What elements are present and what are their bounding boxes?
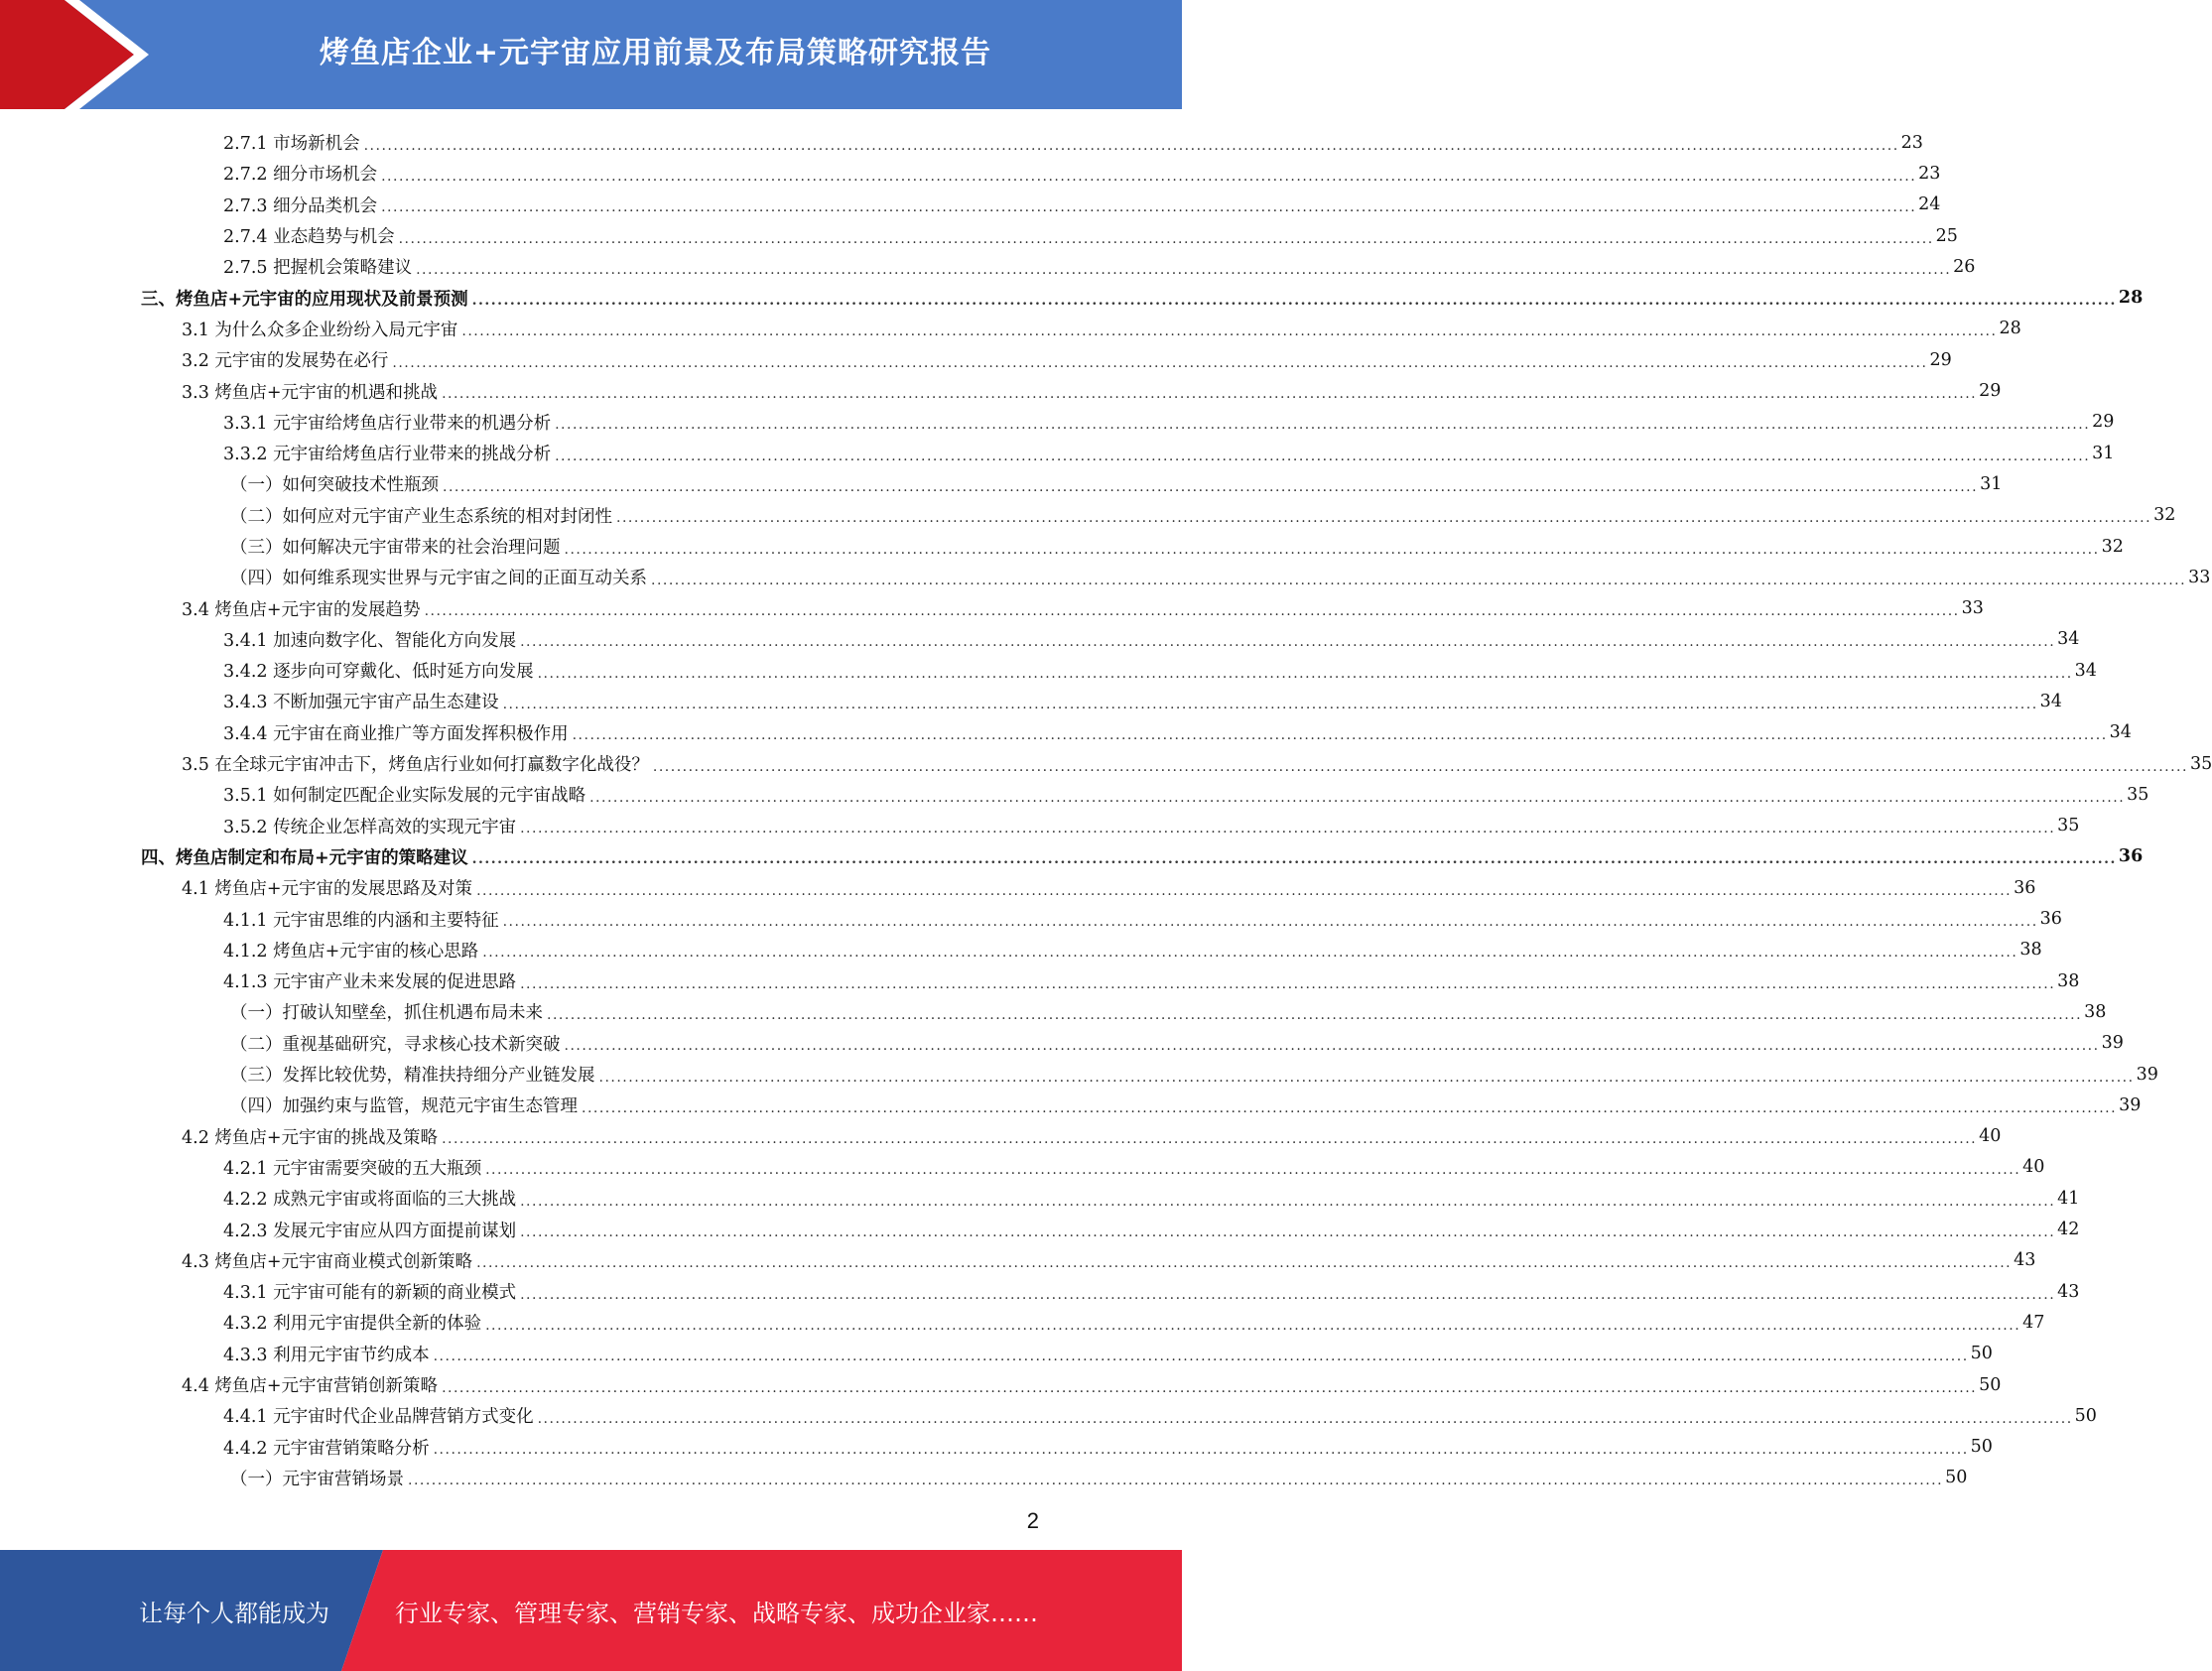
- toc-entry-label: 三、烤鱼店+元宇宙的应用现状及前景预测: [141, 286, 472, 311]
- toc-leader-dots: ....................................................................................................................................................................................................................................................................: [398, 230, 1934, 247]
- toc-leader-dots: ....................................................................................................................................................................................................................................................................: [381, 168, 1917, 185]
- toc-entry-page: 38: [2057, 970, 2080, 991]
- toc-entry[interactable]: [0, 220, 1958, 251]
- toc-entry-label: 3.3 烤鱼店+元宇宙的机遇和挑战: [182, 379, 442, 404]
- toc-entry[interactable]: [0, 562, 2211, 592]
- toc-entry[interactable]: [0, 1463, 1968, 1493]
- toc-leader-dots: ....................................................................................................................................................................................................................................................................: [476, 882, 2013, 899]
- toc-entry[interactable]: [0, 407, 2115, 438]
- toc-entry-label: （二）重视基础研究，寻求核心技术新突破: [230, 1031, 565, 1056]
- toc-entry[interactable]: [0, 1339, 1993, 1369]
- toc-entry-label: 4.2.3 发展元宇宙应从四方面提前谋划: [223, 1218, 520, 1242]
- toc-entry-page: 39: [2136, 1064, 2158, 1085]
- toc-entry-page: 34: [2074, 660, 2097, 681]
- page-header: [0, 0, 1182, 109]
- toc-entry-page: 34: [2057, 629, 2080, 650]
- toc-entry[interactable]: [0, 1400, 2097, 1431]
- toc-entry-page: 36: [2118, 846, 2144, 867]
- toc-entry[interactable]: [0, 1028, 2124, 1059]
- toc-entry-label: 3.4.4 元宇宙在商业推广等方面发挥积极作用: [223, 720, 573, 745]
- toc-entry-label: 4.1.3 元宇宙产业未来发展的促进思路: [223, 968, 520, 993]
- toc-entry-page: 23: [1900, 132, 1923, 153]
- toc-entry-label: 2.7.1 市场新机会: [223, 130, 364, 155]
- toc-leader-dots: ....................................................................................................................................................................................................................................................................: [416, 261, 1952, 278]
- toc-entry-page: 31: [1980, 473, 2003, 494]
- toc-entry[interactable]: [0, 872, 2036, 903]
- toc-leader-dots: ....................................................................................................................................................................................................................................................................: [598, 1069, 2135, 1086]
- toc-entry-page: 43: [2057, 1281, 2080, 1302]
- toc-leader-dots: ....................................................................................................................................................................................................................................................................: [424, 603, 1960, 620]
- page-footer: [0, 1550, 1182, 1671]
- toc-leader-dots: ....................................................................................................................................................................................................................................................................: [520, 821, 2056, 837]
- toc-entry-page: 43: [2014, 1250, 2036, 1271]
- toc-leader-dots: ....................................................................................................................................................................................................................................................................: [408, 1473, 1944, 1489]
- toc-entry[interactable]: [0, 996, 2107, 1027]
- toc-leader-dots: ....................................................................................................................................................................................................................................................................: [461, 323, 1998, 340]
- toc-entry-label: 2.7.4 业态趋势与机会: [223, 223, 399, 248]
- toc-entry-page: 38: [2019, 940, 2042, 961]
- toc-leader-dots: ....................................................................................................................................................................................................................................................................: [381, 199, 1917, 216]
- toc-leader-dots: ....................................................................................................................................................................................................................................................................: [520, 634, 2056, 651]
- table-of-contents: [0, 127, 2212, 1493]
- toc-entry[interactable]: [0, 438, 2115, 468]
- toc-entry-label: 2.7.5 把握机会策略建议: [223, 254, 416, 279]
- toc-entry[interactable]: [0, 903, 2062, 934]
- toc-entry-page: 36: [2014, 877, 2036, 898]
- toc-entry-page: 34: [2039, 691, 2062, 711]
- toc-entry[interactable]: [0, 1090, 2142, 1120]
- toc-entry[interactable]: [0, 158, 1941, 189]
- toc-entry[interactable]: [0, 1121, 2002, 1152]
- toc-entry-page: 50: [1979, 1374, 2002, 1395]
- toc-entry-page: 35: [2189, 753, 2212, 774]
- toc-entry-label: 4.3.2 利用元宇宙提供全新的体验: [223, 1310, 485, 1335]
- toc-entry-page: 29: [2092, 412, 2115, 433]
- toc-entry[interactable]: [0, 282, 2144, 313]
- footer-slogan-left: 让每个人都能成为: [139, 1599, 329, 1627]
- toc-entry[interactable]: [0, 1059, 2158, 1090]
- toc-entry-label: （四）如何维系现实世界与元宇宙之间的正面互动关系: [230, 565, 651, 589]
- toc-entry[interactable]: [0, 624, 2080, 655]
- toc-entry-label: 4.1.2 烤鱼店+元宇宙的核心思路: [223, 938, 482, 963]
- toc-entry-label: 4.1.1 元宇宙思维的内涵和主要特征: [223, 907, 503, 932]
- toc-entry-page: 24: [1918, 194, 1941, 215]
- toc-entry-label: 3.5.2 传统企业怎样高效的实现元宇宙: [223, 814, 520, 838]
- toc-entry[interactable]: [0, 655, 2097, 686]
- toc-entry[interactable]: [0, 531, 2124, 562]
- footer-slogan-right: 行业专家、管理专家、营销专家、战略专家、成功企业家……: [395, 1599, 1038, 1627]
- toc-entry-label: 3.4 烤鱼店+元宇宙的发展趋势: [182, 596, 425, 621]
- toc-entry-label: 3.5 在全球元宇宙冲击下，烤鱼店行业如何打赢数字化战役？: [182, 751, 653, 776]
- toc-leader-dots: ....................................................................................................................................................................................................................................................................: [442, 386, 1978, 403]
- toc-entry[interactable]: [0, 1214, 2080, 1244]
- toc-leader-dots: ....................................................................................................................................................................................................................................................................: [520, 1286, 2056, 1303]
- toc-entry-page: 28: [2118, 288, 2144, 309]
- toc-entry-label: 2.7.3 细分品类机会: [223, 193, 381, 217]
- toc-entry-label: 4.4.1 元宇宙时代企业品牌营销方式变化: [223, 1403, 538, 1428]
- toc-leader-dots: ....................................................................................................................................................................................................................................................................: [616, 510, 2152, 527]
- toc-entry-page: 23: [1918, 163, 1941, 184]
- toc-entry-page: 41: [2057, 1188, 2080, 1209]
- toc-entry-label: 4.4 烤鱼店+元宇宙营销创新策略: [182, 1372, 442, 1397]
- toc-entry-page: 31: [2092, 443, 2115, 463]
- toc-leader-dots: ....................................................................................................................................................................................................................................................................: [520, 975, 2056, 992]
- toc-leader-dots: ....................................................................................................................................................................................................................................................................: [363, 137, 1899, 154]
- toc-entry[interactable]: [0, 779, 2149, 810]
- toc-leader-dots: ....................................................................................................................................................................................................................................................................: [589, 789, 2126, 806]
- toc-leader-dots: ....................................................................................................................................................................................................................................................................: [564, 1038, 2100, 1055]
- toc-entry-label: 3.2 元宇宙的发展势在必行: [182, 347, 392, 372]
- toc-entry[interactable]: [0, 935, 2042, 965]
- toc-entry[interactable]: [0, 1276, 2080, 1307]
- toc-entry-label: 4.3.1 元宇宙可能有的新颖的商业模式: [223, 1279, 520, 1304]
- toc-entry-label: （一）打破认知壁垒，抓住机遇布局未来: [230, 999, 547, 1024]
- toc-leader-dots: ....................................................................................................................................................................................................................................................................: [482, 945, 2018, 962]
- toc-entry[interactable]: [0, 686, 2062, 716]
- toc-entry-page: 25: [1935, 225, 1958, 246]
- toc-entry[interactable]: [0, 344, 1952, 375]
- toc-leader-dots: ....................................................................................................................................................................................................................................................................: [502, 914, 2038, 931]
- toc-entry[interactable]: [0, 1152, 2045, 1183]
- toc-entry-page: 26: [1953, 256, 1976, 277]
- toc-entry[interactable]: [0, 1307, 2045, 1338]
- toc-entry-label: （一）如何突破技术性瓶颈: [230, 471, 443, 496]
- toc-entry-label: （四）加强约束与监管，规范元宇宙生态管理: [230, 1093, 582, 1117]
- toc-entry-label: 2.7.2 细分市场机会: [223, 161, 381, 186]
- toc-entry-page: 40: [1979, 1126, 2002, 1147]
- toc-entry-page: 32: [2153, 505, 2176, 526]
- toc-leader-dots: ....................................................................................................................................................................................................................................................................: [485, 1317, 2021, 1334]
- toc-entry-label: 4.2.1 元宇宙需要突破的五大瓶颈: [223, 1155, 485, 1180]
- page-number: 2: [1026, 1508, 1039, 1533]
- toc-entry[interactable]: [0, 717, 2132, 748]
- toc-leader-dots: ....................................................................................................................................................................................................................................................................: [485, 1162, 2021, 1179]
- toc-leader-dots: ....................................................................................................................................................................................................................................................................: [476, 1255, 2013, 1272]
- toc-leader-dots: ....................................................................................................................................................................................................................................................................: [471, 851, 2117, 868]
- toc-entry-page: 50: [1945, 1468, 1968, 1488]
- toc-entry-label: 4.3.3 利用元宇宙节约成本: [223, 1342, 434, 1366]
- toc-entry-page: 42: [2057, 1220, 2080, 1240]
- toc-entry-label: 3.4.1 加速向数字化、智能化方向发展: [223, 627, 520, 652]
- toc-entry[interactable]: [0, 1431, 1993, 1462]
- toc-entry-label: 3.3.1 元宇宙给烤鱼店行业带来的机遇分析: [223, 410, 555, 435]
- toc-entry-page: 39: [2119, 1094, 2142, 1115]
- toc-leader-dots: ....................................................................................................................................................................................................................................................................: [433, 1442, 1969, 1459]
- toc-entry-label: 3.1 为什么众多企业纷纷入局元宇宙: [182, 317, 461, 341]
- toc-leader-dots: ....................................................................................................................................................................................................................................................................: [651, 572, 2187, 588]
- toc-entry-label: （二）如何应对元宇宙产业生态系统的相对封闭性: [230, 503, 616, 528]
- toc-entry-page: 47: [2022, 1312, 2045, 1333]
- toc-leader-dots: ....................................................................................................................................................................................................................................................................: [520, 1193, 2056, 1210]
- toc-entry[interactable]: [0, 1183, 2080, 1214]
- toc-leader-dots: ....................................................................................................................................................................................................................................................................: [555, 448, 2091, 464]
- toc-leader-dots: ....................................................................................................................................................................................................................................................................: [652, 758, 2188, 775]
- toc-entry[interactable]: [0, 500, 2176, 531]
- toc-entry-page: 50: [2074, 1405, 2097, 1426]
- toc-entry-label: 4.2 烤鱼店+元宇宙的挑战及策略: [182, 1124, 442, 1149]
- toc-entry[interactable]: [0, 127, 1923, 158]
- toc-entry-page: 29: [1929, 349, 1952, 370]
- toc-entry-page: 29: [1979, 381, 2002, 402]
- toc-leader-dots: ....................................................................................................................................................................................................................................................................: [442, 1379, 1978, 1396]
- toc-leader-dots: ....................................................................................................................................................................................................................................................................: [471, 293, 2117, 310]
- toc-entry-page: 32: [2101, 536, 2124, 557]
- toc-entry[interactable]: [0, 592, 1984, 623]
- toc-entry[interactable]: [0, 251, 1976, 282]
- toc-leader-dots: ....................................................................................................................................................................................................................................................................: [555, 417, 2091, 434]
- toc-entry-page: 40: [2022, 1157, 2045, 1178]
- toc-entry-page: 35: [2057, 816, 2080, 836]
- toc-entry-label: 4.2.2 成熟元宇宙或将面临的三大挑战: [223, 1186, 520, 1211]
- toc-leader-dots: ....................................................................................................................................................................................................................................................................: [564, 541, 2100, 558]
- toc-entry-page: 33: [2188, 567, 2211, 587]
- toc-entry-label: 3.5.1 如何制定匹配企业实际发展的元宇宙战略: [223, 782, 589, 807]
- toc-entry-label: 4.4.2 元宇宙营销策略分析: [223, 1435, 434, 1460]
- toc-leader-dots: ....................................................................................................................................................................................................................................................................: [442, 1131, 1978, 1148]
- toc-entry[interactable]: [0, 1245, 2036, 1276]
- toc-entry-page: 50: [1970, 1437, 1993, 1458]
- toc-entry-label: 4.1 烤鱼店+元宇宙的发展思路及对策: [182, 875, 476, 900]
- toc-entry-page: 38: [2084, 1001, 2107, 1022]
- toc-entry-label: 3.4.3 不断加强元宇宙产品生态建设: [223, 689, 503, 713]
- toc-leader-dots: ....................................................................................................................................................................................................................................................................: [582, 1099, 2118, 1116]
- toc-entry-label: （一）元宇宙营销场景: [230, 1466, 408, 1490]
- toc-leader-dots: ....................................................................................................................................................................................................................................................................: [433, 1349, 1969, 1365]
- toc-entry-label: 四、烤鱼店制定和布局+元宇宙的策略建议: [141, 844, 472, 869]
- toc-leader-dots: ....................................................................................................................................................................................................................................................................: [392, 354, 1928, 371]
- toc-entry-label: （三）如何解决元宇宙带来的社会治理问题: [230, 534, 565, 559]
- toc-entry[interactable]: [0, 748, 2212, 779]
- toc-entry-page: 33: [1961, 598, 1984, 619]
- toc-leader-dots: ....................................................................................................................................................................................................................................................................: [520, 1224, 2056, 1241]
- toc-leader-dots: ....................................................................................................................................................................................................................................................................: [572, 727, 2108, 744]
- toc-leader-dots: ....................................................................................................................................................................................................................................................................: [537, 1410, 2073, 1427]
- toc-entry[interactable]: [0, 1369, 2002, 1400]
- toc-entry[interactable]: [0, 375, 2002, 406]
- toc-entry-page: 35: [2127, 784, 2149, 805]
- toc-entry-label: 3.4.2 逐步向可穿戴化、低时延方向发展: [223, 658, 538, 683]
- report-title: 烤鱼店企业+元宇宙应用前景及布局策略研究报告: [319, 36, 992, 70]
- toc-entry[interactable]: [0, 811, 2080, 841]
- toc-entry[interactable]: [0, 965, 2080, 996]
- toc-entry-label: 3.3.2 元宇宙给烤鱼店行业带来的挑战分析: [223, 441, 555, 465]
- toc-entry-page: 50: [1970, 1344, 1993, 1364]
- toc-entry-page: 36: [2039, 909, 2062, 930]
- toc-leader-dots: ....................................................................................................................................................................................................................................................................: [502, 696, 2038, 712]
- toc-entry[interactable]: [0, 841, 2144, 872]
- toc-leader-dots: ....................................................................................................................................................................................................................................................................: [537, 665, 2073, 682]
- toc-entry-page: 28: [1999, 319, 2021, 339]
- toc-entry-page: 34: [2109, 722, 2132, 743]
- toc-leader-dots: ....................................................................................................................................................................................................................................................................: [547, 1006, 2083, 1023]
- toc-entry[interactable]: [0, 314, 2021, 344]
- toc-entry[interactable]: [0, 190, 1941, 220]
- toc-entry-page: 39: [2101, 1033, 2124, 1054]
- toc-entry-label: 4.3 烤鱼店+元宇宙商业模式创新策略: [182, 1248, 476, 1273]
- toc-entry-label: （三）发挥比较优势，精准扶持细分产业链发展: [230, 1062, 599, 1087]
- toc-leader-dots: ....................................................................................................................................................................................................................................................................: [443, 478, 1979, 495]
- toc-entry[interactable]: [0, 468, 2003, 499]
